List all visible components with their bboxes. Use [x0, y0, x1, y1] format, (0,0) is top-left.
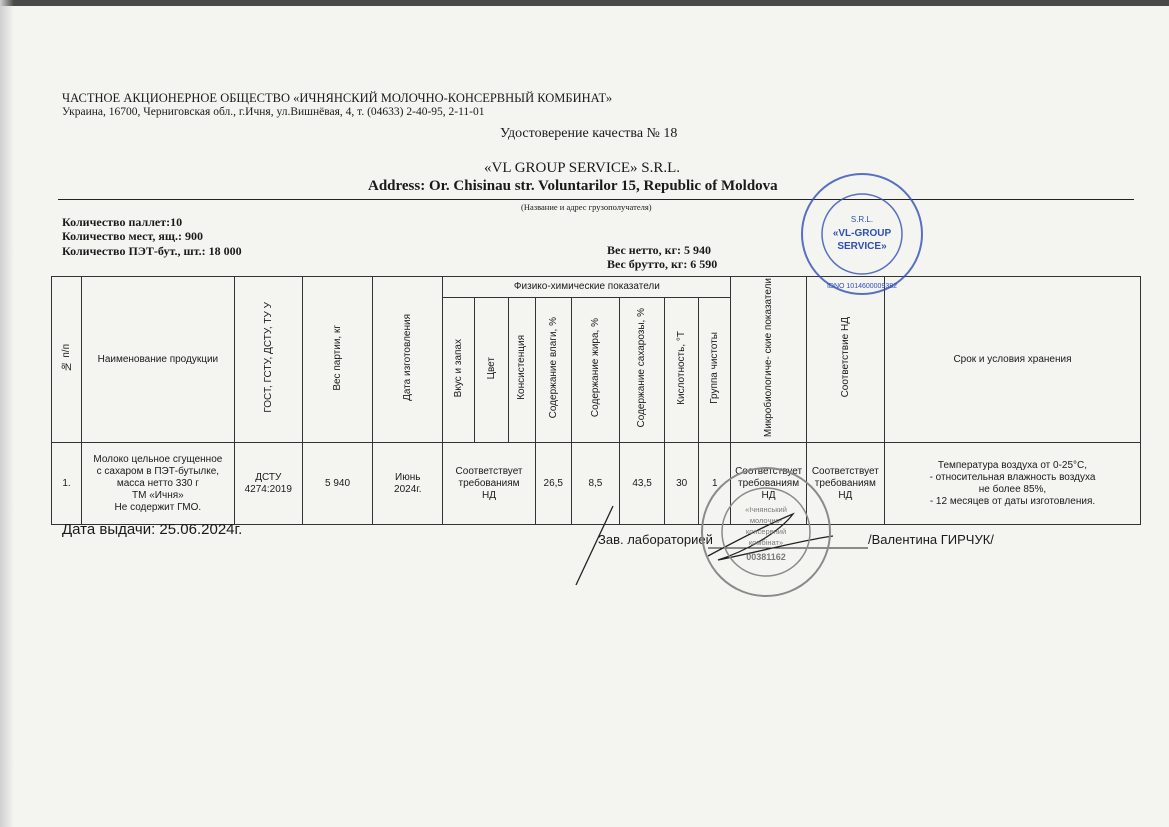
- company-address: Украина, 16700, Черниговская обл., г.Ичня, ул.Вишнёвая, 4, т. (04633) 2-40-95, 2-11-01: [62, 106, 485, 118]
- header-taste-text: Вкус и запах: [453, 338, 465, 398]
- row-storage-line: не более 85%,: [978, 483, 1047, 495]
- header-purity-text: Группа чистоты: [709, 331, 721, 404]
- row-moisture: 26,5: [535, 443, 571, 525]
- company-stamp-line: консервний: [745, 527, 787, 536]
- row-organoleptic-line: НД: [482, 489, 497, 501]
- header-fat-text: Содержание жира, %: [589, 318, 601, 418]
- pallet-count: Количество паллет:10: [62, 215, 183, 229]
- signer-position: Зав. лабораторией: [598, 532, 713, 547]
- row-micro-line: Соответствует: [735, 465, 803, 477]
- header-compliance: [806, 277, 884, 443]
- header-acidity: [665, 297, 699, 442]
- scan-top-edge: [0, 0, 1169, 6]
- row-acidity: 30: [665, 443, 699, 525]
- row-compliance-line: Соответствует: [811, 465, 879, 477]
- company-stamp-code: 00381162: [746, 552, 786, 562]
- row-sucrose: 43,5: [619, 443, 664, 525]
- header-sucrose-text: Содержание сахарозы, %: [636, 308, 648, 428]
- row-fat: 8,5: [571, 443, 619, 525]
- recipient-underline: [58, 199, 1134, 200]
- row-organoleptic: [443, 443, 535, 525]
- company-name: ЧАСТНОЕ АКЦИОНЕРНОЕ ОБЩЕСТВО «ИЧНЯНСКИЙ МОЛОЧНО-КОНСЕРВНЫЙ КОМБИНАТ»: [62, 91, 613, 105]
- recipient-stamp-line: SERVICE»: [837, 241, 887, 252]
- row-product-line: масса нетто 330 г: [116, 477, 199, 489]
- row-date-line: Июнь: [395, 471, 421, 483]
- row-gost: [234, 443, 302, 525]
- header-batch: [302, 277, 372, 443]
- row-num: 1.: [52, 443, 82, 525]
- header-num-text: № п/п: [60, 343, 72, 372]
- company-stamp-line: комбінат»: [748, 538, 784, 547]
- recipient-name: «VL GROUP SERVICE» S.R.L.: [484, 160, 681, 176]
- bottle-count: Количество ПЭТ-бут., шт.: 18 000: [62, 244, 242, 258]
- header-moisture: [535, 297, 571, 442]
- recipient-stamp-line: «VL-GROUP: [832, 228, 892, 239]
- recipient-address: Address: Or. Chisinau str. Voluntarilor 15, Republic of Moldova: [368, 178, 778, 194]
- row-organoleptic-line: Соответствует: [455, 465, 523, 477]
- row-product-line: с сахаром в ПЭТ-бутылке,: [96, 465, 220, 477]
- header-gost: [234, 277, 302, 443]
- row-date-line: 2024г.: [394, 483, 422, 495]
- header-color-text: Цвет: [485, 356, 497, 380]
- recipient-stamp: [796, 168, 928, 300]
- header-num: [52, 277, 82, 443]
- header-storage: Срок и условия хранения: [884, 277, 1140, 443]
- recipient-stamp-line: S.R.L.: [850, 215, 874, 224]
- row-compliance-line: требованиям: [814, 477, 876, 489]
- gross-weight: Вес брутто, кг: 6 590: [607, 257, 718, 271]
- row-micro-line: требованиям: [738, 477, 800, 489]
- header-consistency-text: Консистенция: [515, 335, 527, 401]
- header-product: Наименование продукции: [82, 277, 235, 443]
- net-weight: Вес нетто, кг: 5 940: [607, 243, 712, 257]
- header-sucrose: [619, 297, 664, 442]
- header-consistency: [508, 297, 535, 442]
- place-count: Количество мест, ящ.: 900: [62, 229, 204, 243]
- company-stamp-line: молочно-: [749, 516, 783, 525]
- header-date-text: Дата изготовления: [402, 314, 413, 401]
- row-storage: [884, 443, 1140, 525]
- row-micro-line: НД: [761, 489, 776, 501]
- header-acidity-text: Кислотность, °Т: [675, 330, 687, 405]
- header-fat: [571, 297, 619, 442]
- row-batch: 5 940: [302, 443, 372, 525]
- header-moisture-text: Содержание влаги, %: [547, 317, 559, 419]
- document-title: Удостоверение качества № 18: [500, 126, 678, 141]
- header-date: [373, 277, 443, 443]
- row-date: [373, 443, 443, 525]
- header-taste: [443, 297, 475, 442]
- header-micro-text: Микробиологиче- ские показатели: [762, 278, 774, 438]
- header-physchem: Физико-химические показатели: [443, 277, 731, 298]
- quality-table: [51, 276, 1141, 525]
- signer-name: /Валентина ГИРЧУК/: [868, 532, 994, 547]
- issue-date: Дата выдачи: 25.06.2024г.: [62, 521, 243, 538]
- company-stamp-line: «Ічнянський: [745, 505, 787, 514]
- row-purity: 1: [699, 443, 731, 525]
- header-compliance-text: Соответствие НД: [839, 317, 851, 398]
- header-micro: [731, 277, 806, 443]
- header-batch-text: Вес партии, кг: [331, 324, 343, 391]
- header-gost-text: ГОСТ, ГСТУ, ДСТУ, ТУ У: [262, 302, 274, 413]
- scan-left-shadow: [0, 0, 14, 827]
- row-product-line: Не содержит ГМО.: [114, 501, 202, 513]
- recipient-stamp-idno: IDNO 1014600009382: [826, 283, 898, 290]
- row-organoleptic-line: требованиям: [458, 477, 520, 489]
- row-product-line: Молоко цельное сгущенное: [93, 453, 223, 465]
- company-stamp: [696, 462, 836, 602]
- row-compliance-line: НД: [838, 489, 853, 501]
- header-purity: [699, 297, 731, 442]
- header-color: [475, 297, 508, 442]
- row-storage-line: - 12 месяцев от даты изготовления.: [929, 495, 1096, 507]
- recipient-caption: (Название и адрес грузополучателя): [521, 202, 652, 212]
- row-storage-line: Температура воздуха от 0-25°С,: [937, 459, 1088, 471]
- row-gost-line: ДСТУ: [255, 471, 282, 483]
- row-storage-line: - относительная влажность воздуха: [929, 471, 1096, 483]
- row-gost-line: 4274:2019: [244, 483, 292, 495]
- row-product-line: ТМ «Ичня»: [132, 489, 184, 501]
- row-product: [82, 443, 235, 525]
